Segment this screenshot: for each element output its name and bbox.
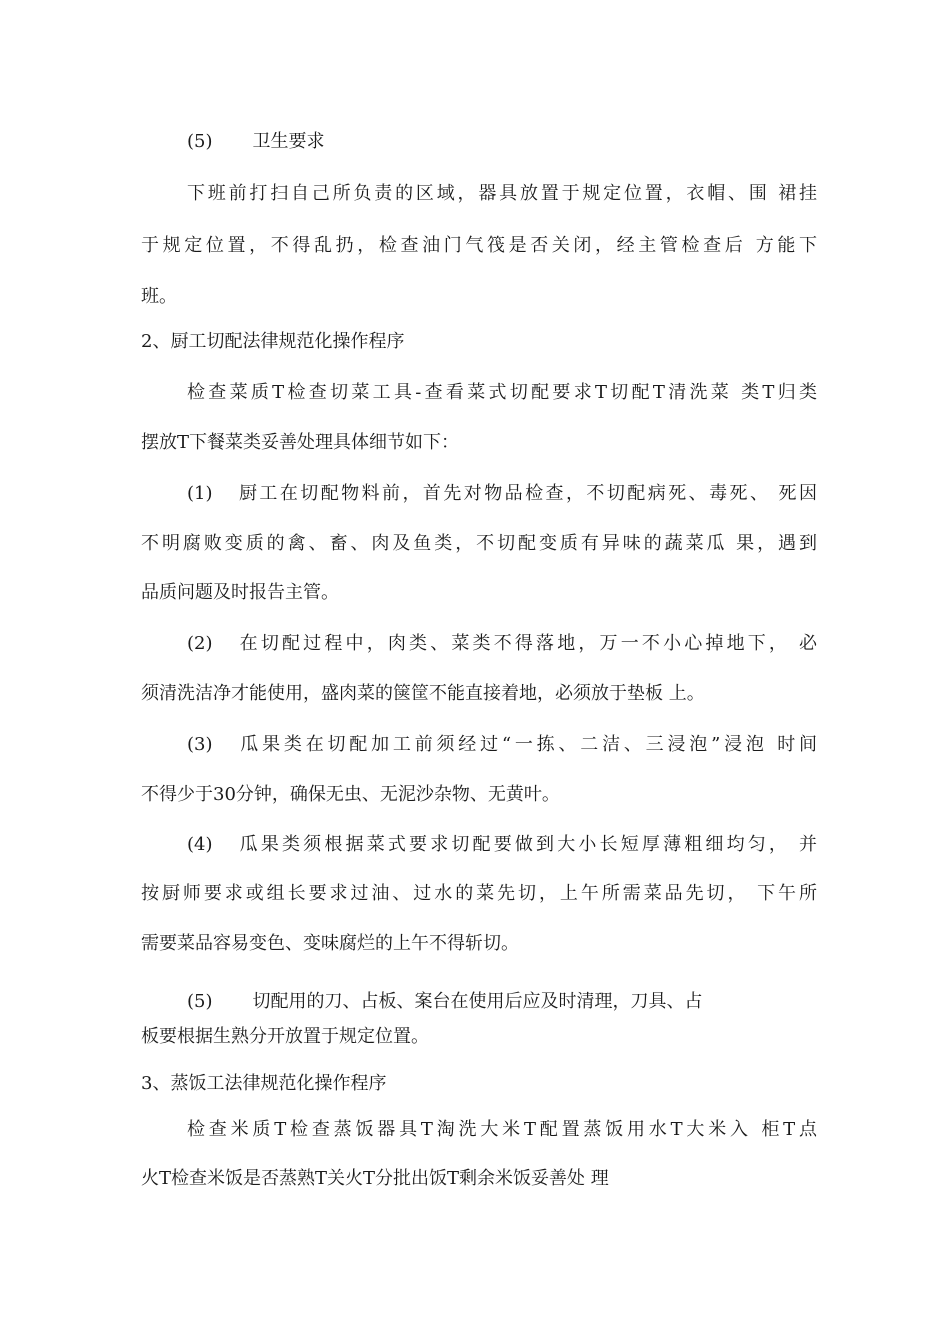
- item-title: 卫生要求: [252, 131, 325, 152]
- item-heading: [187, 130, 325, 154]
- item-number: (5): [187, 991, 213, 1012]
- paragraph-line: 不明腐败变质的禽、畜、肉及鱼类，不切配变质有异味的蔬菜瓜 果，遇到: [141, 533, 817, 554]
- paragraph-line: 不得少于30分钟，确保无虫、无泥沙杂物、无黄叶。: [141, 784, 560, 805]
- paragraph-line: 需要菜品容易变色、变味腐烂的上午不得斩切。: [141, 933, 519, 954]
- item-number: (4): [187, 834, 213, 855]
- list-item: [187, 990, 703, 1014]
- list-item: [187, 482, 817, 506]
- list-item: [187, 632, 817, 656]
- item-text: 在切配过程中，肉类、菜类不得落地，万一不小心掉地下， 必: [236, 633, 817, 654]
- section-heading: 2、厨工切配法律规范化操作程序: [141, 331, 405, 352]
- paragraph-line: 板要根据生熟分开放置于规定位置。: [141, 1026, 429, 1047]
- paragraph-line: 须清洗洁净才能使用，盛肉菜的箧筐不能直接着地，必须放于垫板 上。: [141, 683, 705, 704]
- item-text: 厨工在切配物料前，首先对物品检查，不切配病死、毒死、 死因: [236, 483, 817, 504]
- paragraph-line: 于规定位置，不得乱扔，检查油门气筏是否关闭，经主管检查后 方能下: [141, 235, 817, 256]
- item-number: (3): [187, 734, 213, 755]
- item-number: (5): [187, 131, 213, 152]
- paragraph-line: 按厨师要求或组长要求过油、过水的菜先切，上午所需菜品先切， 下午所: [141, 883, 817, 904]
- item-text: 瓜果类在切配加工前须经过“一拣、二洁、三浸泡”浸泡 时间: [236, 734, 817, 755]
- item-number: (1): [187, 483, 213, 504]
- paragraph-line: 班。: [141, 286, 177, 307]
- paragraph-line: 火T检查米饭是否蒸熟T关火T分批出饭T剩余米饭妥善处 理: [141, 1168, 609, 1189]
- list-item: [187, 733, 817, 757]
- item-text: 瓜果类须根据菜式要求切配要做到大小长短厚薄粗细均匀， 并: [236, 834, 817, 855]
- list-item: [187, 833, 817, 857]
- item-number: (2): [187, 633, 213, 654]
- paragraph-line: 检查菜质T检查切菜工具-查看菜式切配要求T切配T清洗菜 类T归类: [187, 382, 817, 403]
- section-heading: 3、蒸饭工法律规范化操作程序: [141, 1073, 387, 1094]
- paragraph-line: 下班前打扫自己所负责的区域，器具放置于规定位置，衣帽、围 裙挂: [187, 183, 817, 204]
- paragraph-line: 检查米质T检查蒸饭器具T淘洗大米T配置蒸饭用水T大米入 柜T点: [187, 1119, 817, 1140]
- paragraph-line: 品质问题及时报告主管。: [141, 582, 339, 603]
- item-text: 切配用的刀、占板、案台在使用后应及时清理，刀具、占: [252, 991, 703, 1012]
- paragraph-line: 摆放T下餐菜类妥善处理具体细节如下：: [141, 432, 460, 453]
